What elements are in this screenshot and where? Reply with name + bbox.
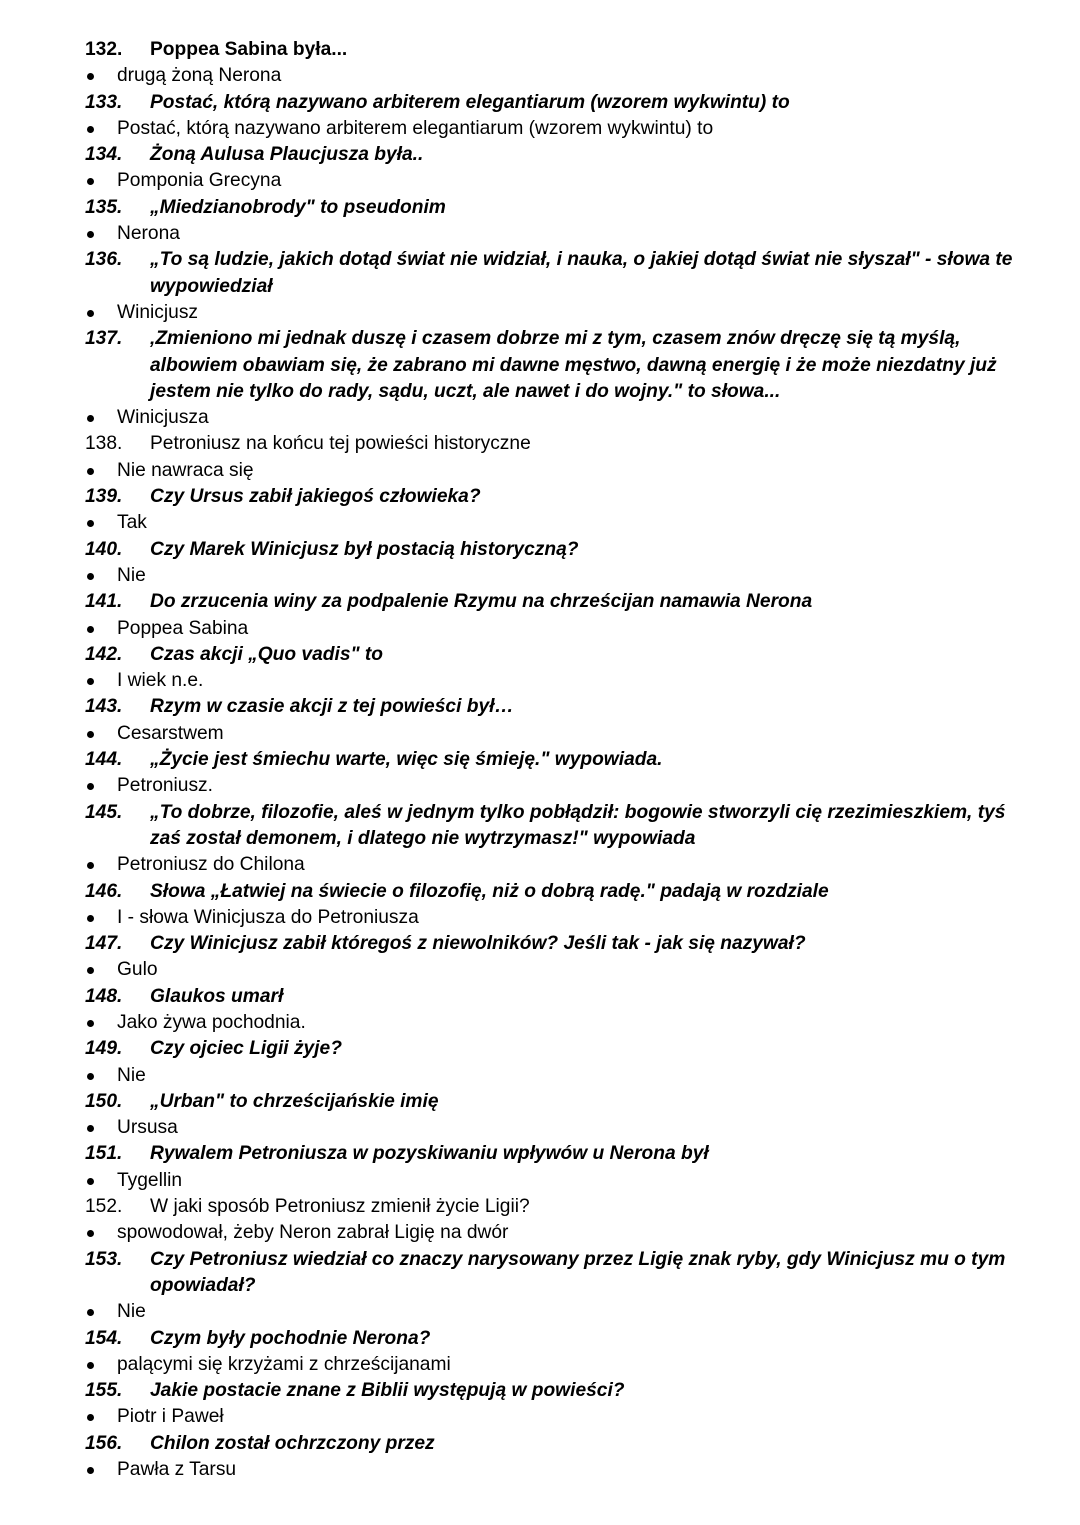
bullet-icon [85,773,117,799]
question-text: Czy Ursus zabił jakiegoś człowieka? [150,486,481,508]
answer-item [85,1168,1040,1194]
answer-item [85,405,1040,431]
answer-item [85,721,1040,747]
question-text: „Życie jest śmiechu warte, więc się śmieję." wypowiada. [150,749,663,771]
question-text: W jaki sposób Petroniusz zmienił życie Ligii? [150,1196,530,1218]
bullet-icon [85,63,117,89]
question-item [85,1247,1040,1300]
answer-item [85,1010,1040,1036]
question-number: 154. [85,1327,123,1349]
answer-text: Winicjusz [117,301,199,323]
question-item [85,484,1040,510]
question-item [85,747,1040,773]
question-item [85,984,1040,1010]
question-number: 139. [85,486,123,508]
bullet-icon [85,300,117,326]
question-item [85,90,1040,116]
answer-item [85,668,1040,694]
question-number: 146. [85,880,123,902]
question-item [85,195,1040,221]
answer-item [85,616,1040,642]
answer-text: Nerona [117,223,180,245]
question-text: Rzym w czasie akcji z tej powieści był… [150,696,514,718]
question-item [85,879,1040,905]
bullet-icon [85,1115,117,1141]
answer-text: I - słowa Winicjusza do Petroniusza [117,906,419,928]
bullet-icon [85,957,117,983]
answer-item [85,458,1040,484]
answer-text: Tygellin [117,1169,183,1191]
answer-text: Nie [117,1064,146,1086]
bullet-icon [85,852,117,878]
bullet-icon [85,616,117,642]
answer-item [85,63,1040,89]
answer-text: Poppea Sabina [117,617,249,639]
question-number: 152. [85,1196,123,1218]
bullet-icon [85,1352,117,1378]
question-text: Poppea Sabina była... [150,39,348,60]
bullet-icon [85,510,117,536]
question-number: 145. [85,801,123,823]
question-item [85,1036,1040,1062]
question-item [85,800,1040,853]
question-number: 137. [85,328,123,350]
bullet-icon [85,668,117,694]
answer-text: Winicjusza [117,407,209,429]
question-text: Czy Petroniusz wiedział co znaczy narysowany przez Ligię znak ryby, gdy Winicjusz mu o tym opowiadał? [150,1248,1006,1296]
answer-item [85,116,1040,142]
answer-text: Postać, którą nazywano arbiterem elegantiarum (wzorem wykwintu) to [117,117,714,139]
bullet-icon [85,1063,117,1089]
bullet-icon [85,721,117,747]
question-item [85,931,1040,957]
bullet-icon [85,405,117,431]
answer-item [85,1352,1040,1378]
question-text: „To dobrze, filozofie, aleś w jednym tylko pobłądził: bogowie stworzyli cię rzezimieszkiem, tyś zaś został demonem, i dlatego nie wytrzymasz!" wypowiada [150,801,1006,849]
answer-item [85,510,1040,536]
question-text: Czy Winicjusz zabił któregoś z niewolników? Jeśli tak - jak się nazywał? [150,933,806,955]
bullet-icon [85,1404,117,1430]
question-item [85,431,1040,457]
question-number: 138. [85,433,123,455]
answer-text: Ursusa [117,1117,178,1139]
question-text: Czas akcji „Quo vadis" to [150,643,384,665]
answer-item [85,1115,1040,1141]
bullet-icon [85,1457,117,1483]
question-number: 156. [85,1432,123,1454]
question-number: 141. [85,591,123,613]
question-number: 149. [85,1038,123,1060]
question-text: Rywalem Petroniusza w pozyskiwaniu wpływów u Nerona był [150,1143,709,1165]
question-text: Petroniusz na końcu tej powieści historyczne [150,433,531,455]
answer-text: Petroniusz. [117,775,213,797]
bullet-icon [85,1010,117,1036]
answer-text: Pawła z Tarsu [117,1459,237,1481]
bullet-icon [85,116,117,142]
question-text: Słowa „Łatwiej na świecie o filozofię, niż o dobrą radę." padają w rozdziale [150,880,829,902]
question-number: 143. [85,696,123,718]
answer-text: Nie nawraca się [117,459,254,481]
question-text: ‚Zmieniono mi jednak duszę i czasem dobrze mi z tym, czasem znów dręczę się tą myślą, albowiem obawiam się, że zabrano mi dawne męstwo, dawną energię i że może niezdatny już jestem nie tylko do rady, sądu, uczt, ale nawet i do wojny." to słowa... [150,328,997,402]
question-number: 132. [85,39,123,60]
question-item [85,142,1040,168]
question-number: 133. [85,91,123,113]
answer-text: Tak [117,512,147,534]
answer-item [85,1220,1040,1246]
answer-text: Jako żywa pochodnia. [117,1011,306,1033]
question-number: 147. [85,933,123,955]
answer-item [85,300,1040,326]
answer-item [85,1063,1040,1089]
bullet-icon [85,1220,117,1246]
question-number: 134. [85,144,123,166]
question-item [85,37,1040,63]
bullet-icon [85,458,117,484]
answer-text: Nie [117,564,146,586]
question-text: Glaukos umarł [150,985,284,1007]
answer-item [85,563,1040,589]
bullet-icon [85,905,117,931]
question-text: „To są ludzie, jakich dotąd świat nie widział, i nauka, o jakiej dotąd świat nie słyszał" - słowa te wypowiedział [150,249,1013,297]
question-item [85,326,1040,405]
question-number: 151. [85,1143,123,1165]
question-item [85,247,1040,300]
question-number: 144. [85,749,123,771]
answer-item [85,773,1040,799]
question-text: Chilon został ochrzczony przez [150,1432,435,1454]
question-text: Do zrzucenia winy za podpalenie Rzymu na chrześcijan namawia Nerona [150,591,813,613]
bullet-icon [85,221,117,247]
question-item [85,1089,1040,1115]
question-text: „Urban" to chrześcijańskie imię [150,1090,439,1112]
question-number: 150. [85,1090,123,1112]
question-item [85,642,1040,668]
answer-item [85,1457,1040,1483]
answer-item [85,221,1040,247]
question-number: 135. [85,196,123,218]
answer-text: spowodował, żeby Neron zabrał Ligię na dwór [117,1222,509,1244]
question-item [85,1431,1040,1457]
answer-text: Pomponia Grecyna [117,170,282,192]
answer-item [85,852,1040,878]
question-number: 148. [85,985,123,1007]
answer-text: Piotr i Paweł [117,1406,224,1428]
answer-text: palącymi się krzyżami z chrześcijanami [117,1353,451,1375]
answer-item [85,168,1040,194]
question-item [85,1326,1040,1352]
question-item [85,1194,1040,1220]
answer-text: Cesarstwem [117,722,224,744]
question-text: „Miedzianobrody" to pseudonim [150,196,446,218]
answer-item [85,905,1040,931]
bullet-icon [85,168,117,194]
question-item [85,1141,1040,1167]
answer-item [85,1404,1040,1430]
question-item [85,1378,1040,1404]
answer-text: I wiek n.e. [117,670,204,692]
question-text: Czy Marek Winicjusz był postacią historyczną? [150,538,579,560]
question-text: Postać, którą nazywano arbiterem elegantiarum (wzorem wykwintu) to [150,91,790,113]
question-item [85,537,1040,563]
question-text: Jakie postacie znane z Biblii występują w powieści? [150,1380,625,1402]
question-item [85,589,1040,615]
bullet-icon [85,1299,117,1325]
answer-text: Nie [117,1301,146,1323]
answer-text: Gulo [117,959,158,981]
question-number: 136. [85,249,123,271]
question-number: 153. [85,1248,123,1270]
answer-item [85,957,1040,983]
question-text: Czym były pochodnie Nerona? [150,1327,431,1349]
question-text: Żoną Aulusa Plaucjusza była.. [150,144,424,166]
bullet-icon [85,563,117,589]
question-item [85,694,1040,720]
question-text: Czy ojciec Ligii żyje? [150,1038,342,1060]
question-number: 142. [85,643,123,665]
answer-text: drugą żoną Nerona [117,65,282,87]
answer-item [85,1299,1040,1325]
bullet-icon [85,1168,117,1194]
question-number: 155. [85,1380,123,1402]
answer-text: Petroniusz do Chilona [117,854,305,876]
question-number: 140. [85,538,123,560]
